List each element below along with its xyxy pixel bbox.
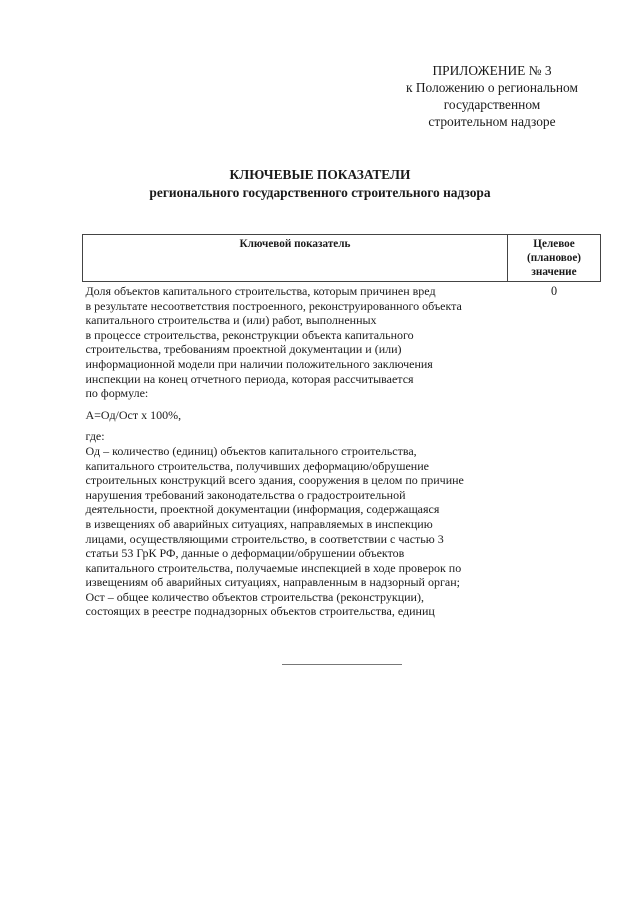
definitions-paragraph <box>86 444 508 619</box>
document-title <box>0 166 640 202</box>
text-line: деятельности, проектной документации (информация, содержащаяся <box>85 502 440 517</box>
text-line: Доля объектов капитального строительства, которым причинен вред <box>85 284 436 298</box>
table-header-row <box>83 235 601 282</box>
text-line: инспекции на конец отчетного периода, которая рассчитывается <box>85 371 414 386</box>
key-indicators-table <box>82 234 601 619</box>
end-divider <box>282 664 402 665</box>
appendix-reference-line: к Положению о региональном <box>406 80 578 95</box>
table-row <box>83 282 601 620</box>
header-target-line: (плановое) <box>526 252 582 264</box>
text-line: в процессе строительства, реконструкции объекта капитального <box>85 327 414 342</box>
text-line: Од – количество (единиц) объектов капитального строительства, <box>85 443 417 458</box>
where-label: где: <box>85 429 105 444</box>
text-line: в извещениях об аварийных ситуациях, направляемых в инспекцию <box>85 516 433 531</box>
formula: А=Од/Ост х 100%, <box>85 407 182 422</box>
text-line: строительных конструкций всего здания, сооружения в целом по причине <box>85 473 464 488</box>
indicator-description <box>83 282 508 620</box>
text-line: капитального строительства, получивших деформацию/обрушение <box>85 458 429 473</box>
text-line: состоящих в реестре поднадзорных объектов строительства, единиц <box>85 604 435 619</box>
text-line: в результате несоответствия построенного, реконструированного объекта <box>85 298 462 313</box>
header-target-line: значение <box>531 266 577 278</box>
text-line: лицами, осуществляющими строительство, в соответствии с частью 3 <box>85 531 444 546</box>
text-line: Ост – общее количество объектов строительства (реконструкции), <box>85 589 424 604</box>
header-indicator: Ключевой показатель <box>83 235 508 282</box>
text-line: капитального строительства, получаемые инспекцией в ходе проверок по <box>85 560 462 575</box>
title-main: КЛЮЧЕВЫЕ ПОКАЗАТЕЛИ <box>229 167 411 182</box>
text-line: информационной модели при наличии положительного заключения <box>85 356 433 371</box>
text-line: строительства, требованиям проектной документации и (или) <box>85 342 402 357</box>
header-target-line: Целевое <box>533 238 575 250</box>
text-line: статьи 53 ГрК РФ, данные о деформации/обрушении объектов <box>85 546 405 561</box>
text-line: по формуле: <box>85 386 149 401</box>
header-target-value <box>508 235 601 282</box>
title-subtitle: регионального государственного строительного надзора <box>149 185 491 200</box>
appendix-number: ПРИЛОЖЕНИЕ № 3 <box>432 63 552 78</box>
intro-paragraph <box>86 284 508 401</box>
appendix-reference-line: государственном <box>443 97 541 112</box>
appendix-reference-line: строительном надзоре <box>428 114 556 129</box>
text-line: нарушения требований законодательства о градостроительной <box>85 487 406 502</box>
text-line: капитального строительства и (или) работ, выполненных <box>85 313 377 328</box>
text-line: извещениям об аварийных ситуациях, направленным в надзорный орган; <box>85 575 460 590</box>
appendix-header <box>372 62 612 130</box>
target-value: 0 <box>550 284 558 298</box>
